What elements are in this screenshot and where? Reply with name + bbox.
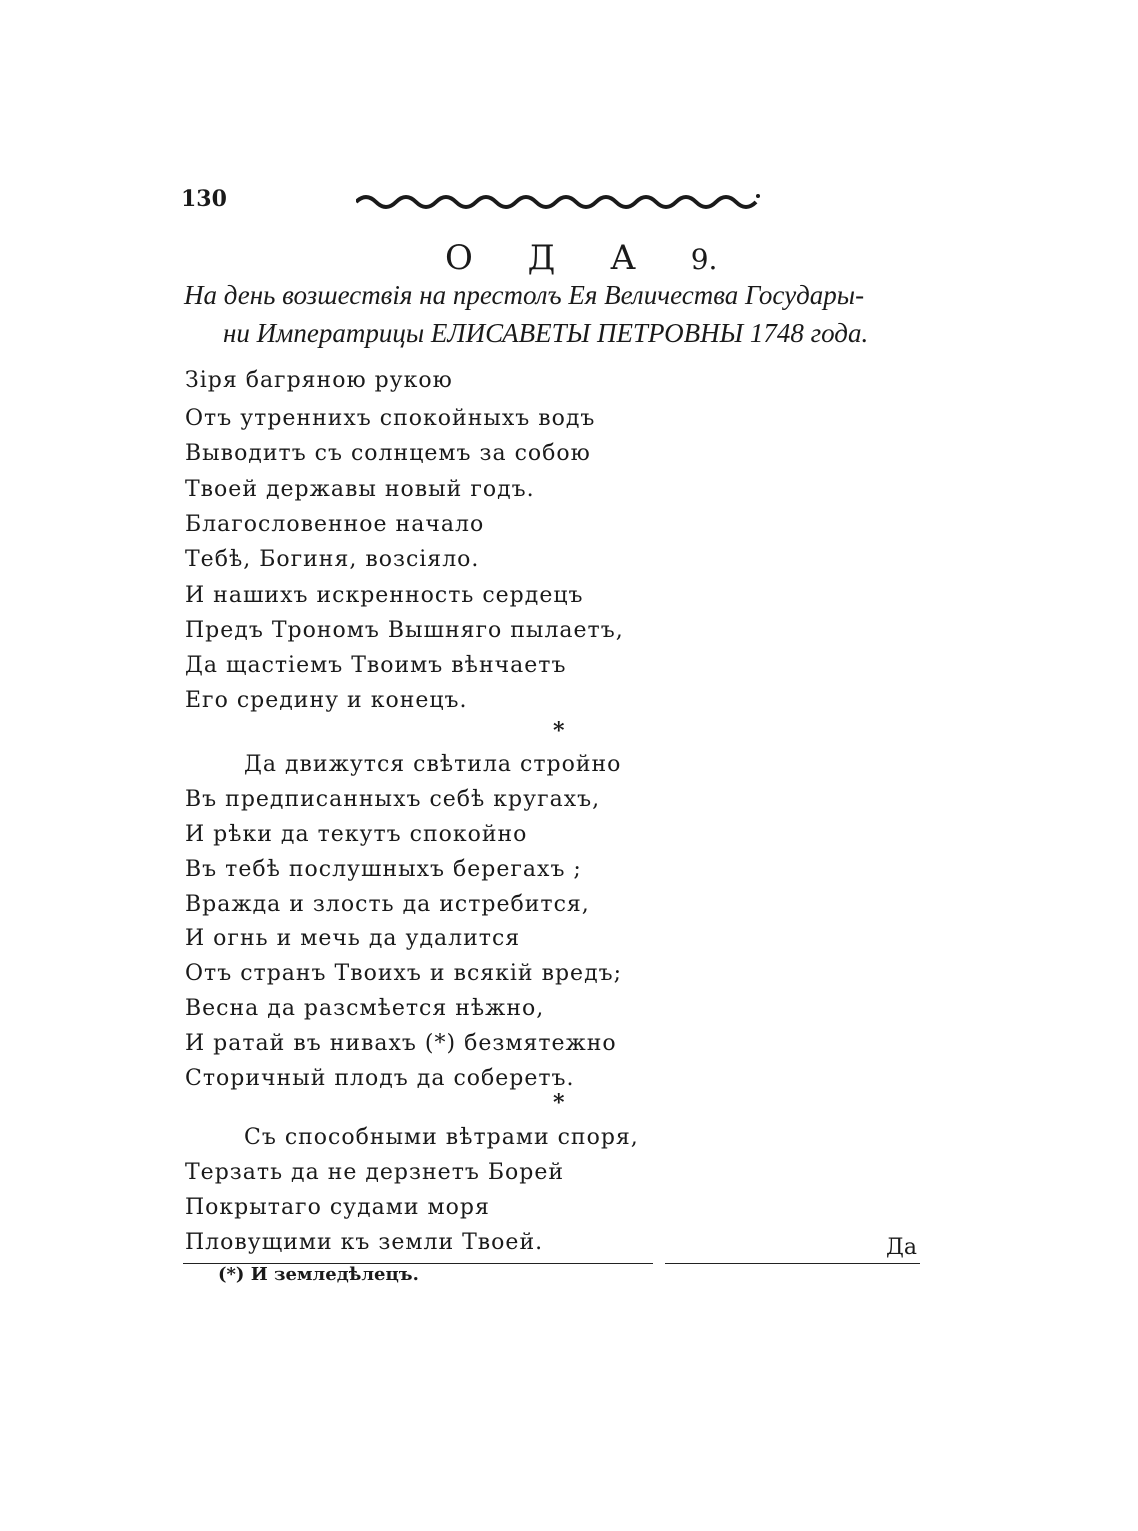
verse-line: Выводитъ съ солнцемъ за собою xyxy=(185,441,591,466)
verse-line: И ратай въ нивахъ (*) безмятежно xyxy=(185,1031,617,1056)
footnote: (*) И земледѣлецъ. xyxy=(218,1264,419,1285)
footnote-rule-right xyxy=(665,1263,920,1264)
verse-line: Да щастіемъ Твоимъ вѣнчаетъ xyxy=(185,653,567,678)
verse-line: Въ предписанныхъ себѣ кругахъ, xyxy=(185,787,601,812)
ode-subtitle-line-2: ни Императрицы ЕЛИСАВЕТЫ ПЕТРОВНЫ 1748 года. xyxy=(223,318,869,348)
verse-line: И огнь и мечь да удалится xyxy=(185,926,521,951)
verse-line: Отъ странъ Твоихъ и всякій вредъ; xyxy=(185,961,623,986)
catchword: Да xyxy=(886,1235,918,1260)
verse-line: Его средину и конецъ. xyxy=(185,688,468,713)
verse-line: Твоей державы новый годъ. xyxy=(185,477,535,502)
verse-line: Въ тебѣ послушныхъ берегахъ ; xyxy=(185,857,582,882)
stanza-separator: * xyxy=(553,718,565,744)
ode-title xyxy=(445,238,717,278)
verse-line: Весна да разсмѣется нѣжно, xyxy=(185,996,545,1021)
verse-line: Покрытаго судами моря xyxy=(185,1195,490,1220)
verse-line: Сторичный плодъ да соберетъ. xyxy=(185,1066,575,1091)
verse-line: Отъ утреннихъ спокойныхъ водъ xyxy=(185,406,596,431)
verse-line: Пловущими къ земли Твоей. xyxy=(185,1230,544,1255)
verse-line: Тебѣ, Богиня, возсіяло. xyxy=(185,547,480,572)
page-number: 130 xyxy=(181,186,227,212)
verse-line: Зіря багряною рукою xyxy=(185,368,453,393)
stanza-separator: * xyxy=(553,1090,565,1116)
verse-line: Съ способными вѣтрами споря, xyxy=(244,1125,639,1150)
verse-line: И рѣки да текутъ спокойно xyxy=(185,822,528,847)
verse-line: Вражда и злость да истребится, xyxy=(185,892,590,917)
ode-title-name: О Д А xyxy=(445,238,658,278)
verse-line: Благословенное начало xyxy=(185,512,485,537)
ode-title-number: 9. xyxy=(690,243,718,276)
header-ornament xyxy=(356,190,766,212)
verse-line: Да движутся свѣтила стройно xyxy=(244,752,622,777)
verse-line: Предъ Трономъ Вышняго пылаетъ, xyxy=(185,618,624,643)
verse-line: Терзать да не дерзнетъ Борей xyxy=(185,1160,565,1185)
verse-line: И нашихъ искренность сердецъ xyxy=(185,583,584,608)
ode-subtitle-line-1: На день возшествія на престолъ Ея Величества Государы- xyxy=(184,280,865,310)
